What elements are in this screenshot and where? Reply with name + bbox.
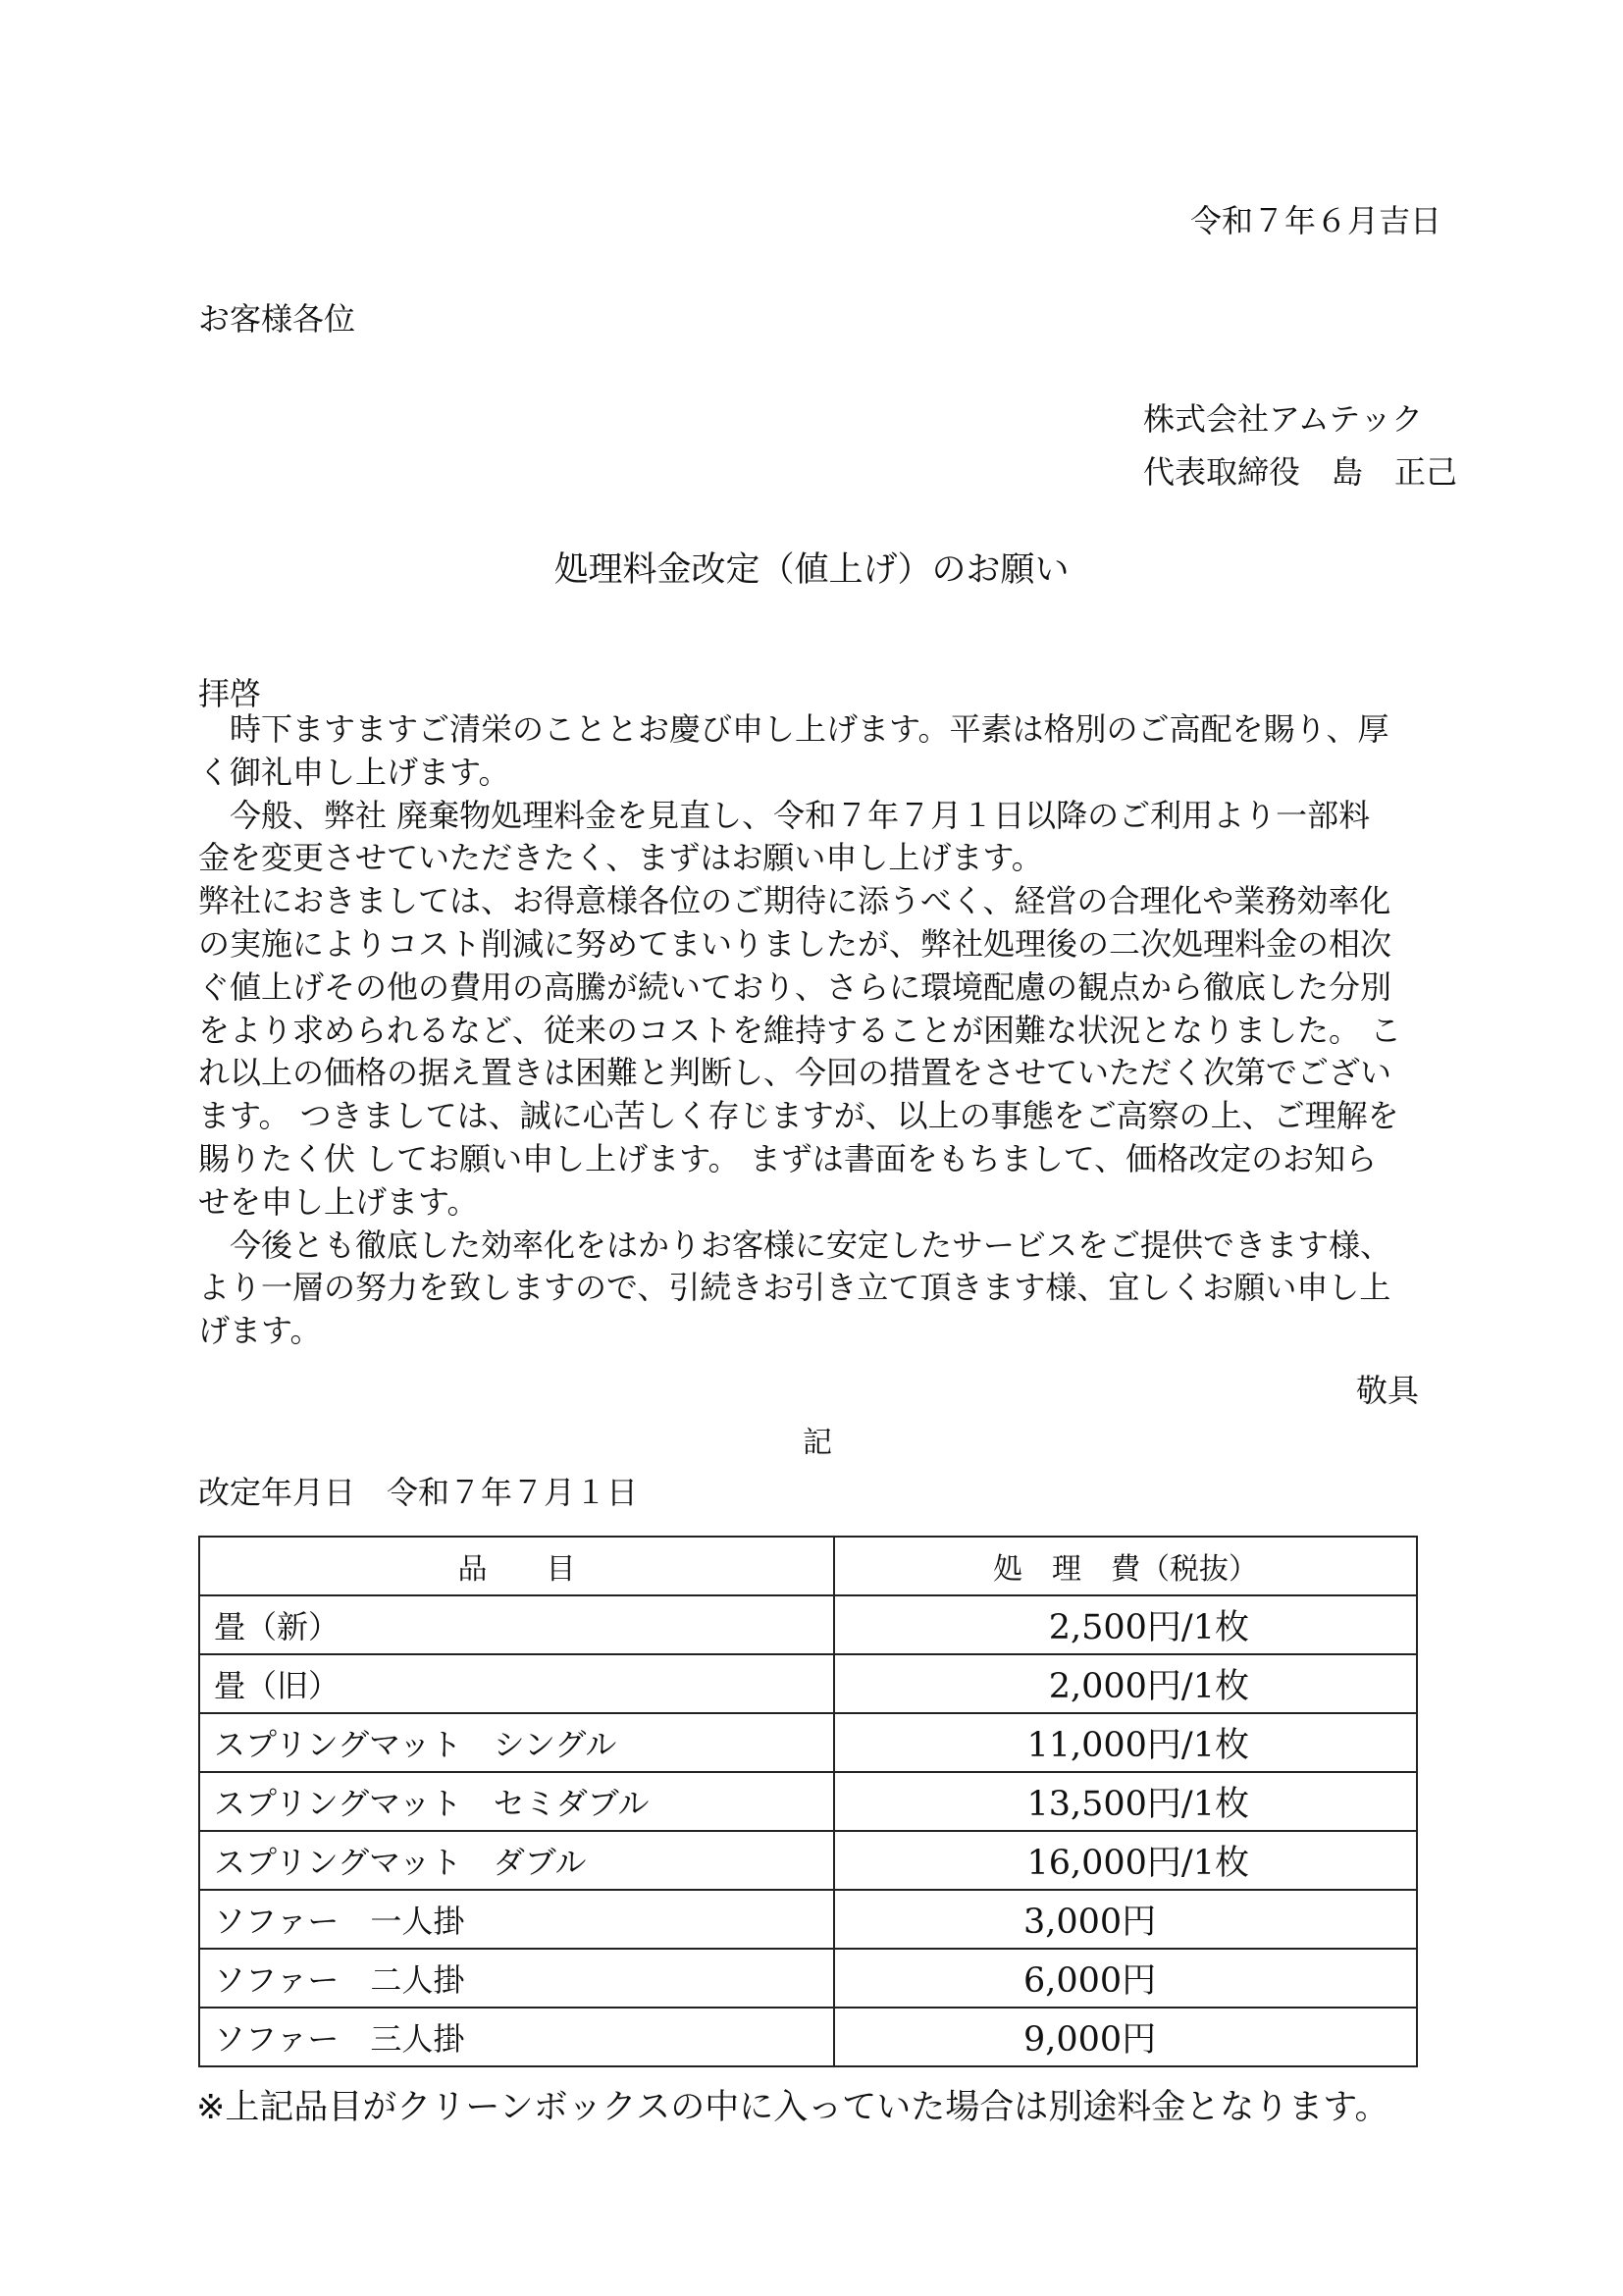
body-line: 今後とも徹底した効率化をはかりお客様に安定したサービスをご提供できます様、 (198, 1226, 1392, 1264)
price-cell: 2,500円/1枚 (834, 1595, 1417, 1654)
price-cell: 13,500円/1枚 (834, 1772, 1417, 1831)
item-cell: ソファー 三人掛 (199, 2008, 834, 2066)
item-cell: 畳（旧） (199, 1654, 834, 1713)
body-line: より一層の努力を致しますので、引続きお引き立て頂きます様、宜しくお願い申し上 (198, 1269, 1391, 1307)
body-line: ぐ値上げその他の費用の高騰が続いており、さらに環境配慮の観点から徹底した分別 (198, 967, 1392, 1006)
table-row (199, 1949, 1417, 2008)
header-item: 品 目 (199, 1537, 834, 1595)
sender-company: 株式会社アムテック (1143, 400, 1424, 438)
header-price: 処 理 費（税抜） (834, 1537, 1417, 1595)
ki-marker: 記 (803, 1426, 832, 1460)
table-row (199, 1831, 1417, 1890)
footnote: ※上記品目がクリーンボックスの中に入っていた場合は別途料金となります。 (196, 2088, 1389, 2127)
table-row (199, 1772, 1417, 1831)
price-cell: 2,000円/1枚 (834, 1654, 1417, 1713)
item-cell: スプリングマット シングル (199, 1713, 834, 1772)
price-table (198, 1536, 1418, 2067)
body-line: 弊社におきましては、お得意様各位のご期待に添うべく、経営の合理化や業務効率化 (198, 882, 1391, 920)
body-line: をより求められるなど、従来のコストを維持することが困難な状況となりました。 こ (198, 1011, 1402, 1049)
price-cell: 16,000円/1枚 (834, 1831, 1417, 1890)
sender-representative: 代表取締役 島 正己 (1143, 453, 1458, 491)
table-row (199, 1890, 1417, 1949)
body-line: げます。 (198, 1312, 322, 1350)
revision-date: 改定年月日 令和７年７月１日 (198, 1474, 639, 1511)
body-line: 時下ますますご清栄のこととお慶び申し上げます。平素は格別のご高配を賜り、厚 (198, 710, 1389, 748)
addressee: お客様各位 (198, 300, 356, 338)
price-cell: 3,000円 (834, 1890, 1417, 1949)
table-row (199, 1713, 1417, 1772)
table-row (199, 1595, 1417, 1654)
table-row (199, 2008, 1417, 2066)
price-cell: 9,000円 (834, 2008, 1417, 2066)
body-line: 賜りたく伏 してお願い申し上げます。 まずは書面をもちまして、価格改定のお知ら (198, 1139, 1378, 1177)
item-cell: スプリングマット ダブル (199, 1831, 834, 1890)
body-line: 金を変更させていただきたく、まずはお願い申し上げます。 (198, 839, 1043, 877)
body-line: の実施によりコスト削減に努めてまいりましたが、弊社処理後の二次処理料金の相次 (198, 924, 1392, 963)
item-cell: 畳（新） (199, 1595, 834, 1654)
item-cell: ソファー 二人掛 (199, 1949, 834, 2008)
body-line: ます。 つきましては、誠に心苦しく存じますが、以上の事態をご高察の上、ご理解を (198, 1097, 1399, 1135)
item-cell: スプリングマット セミダブル (199, 1772, 834, 1831)
closing-phrase: 敬具 (1356, 1372, 1420, 1409)
body-text (198, 708, 1440, 1353)
item-cell: ソファー 一人掛 (199, 1890, 834, 1949)
table-row (199, 1654, 1417, 1713)
document-date: 令和７年６月吉日 (1189, 202, 1441, 239)
body-line: れ以上の価格の据え置きは困難と判断し、今回の措置をさせていただく次第でござい (198, 1054, 1392, 1092)
greeting: 拝啓 (198, 675, 262, 712)
document-title: 処理料金改定（値上げ）のお願い (553, 550, 1070, 590)
table-header-row (199, 1537, 1417, 1595)
price-cell: 6,000円 (834, 1949, 1417, 2008)
price-cell: 11,000円/1枚 (834, 1713, 1417, 1772)
body-line: せを申し上げます。 (198, 1182, 479, 1221)
body-line: 今般、弊社 廃棄物処理料金を見直し、令和７年７月１日以降のご利用より一部料 (198, 796, 1371, 834)
body-line: く御礼申し上げます。 (198, 753, 510, 791)
